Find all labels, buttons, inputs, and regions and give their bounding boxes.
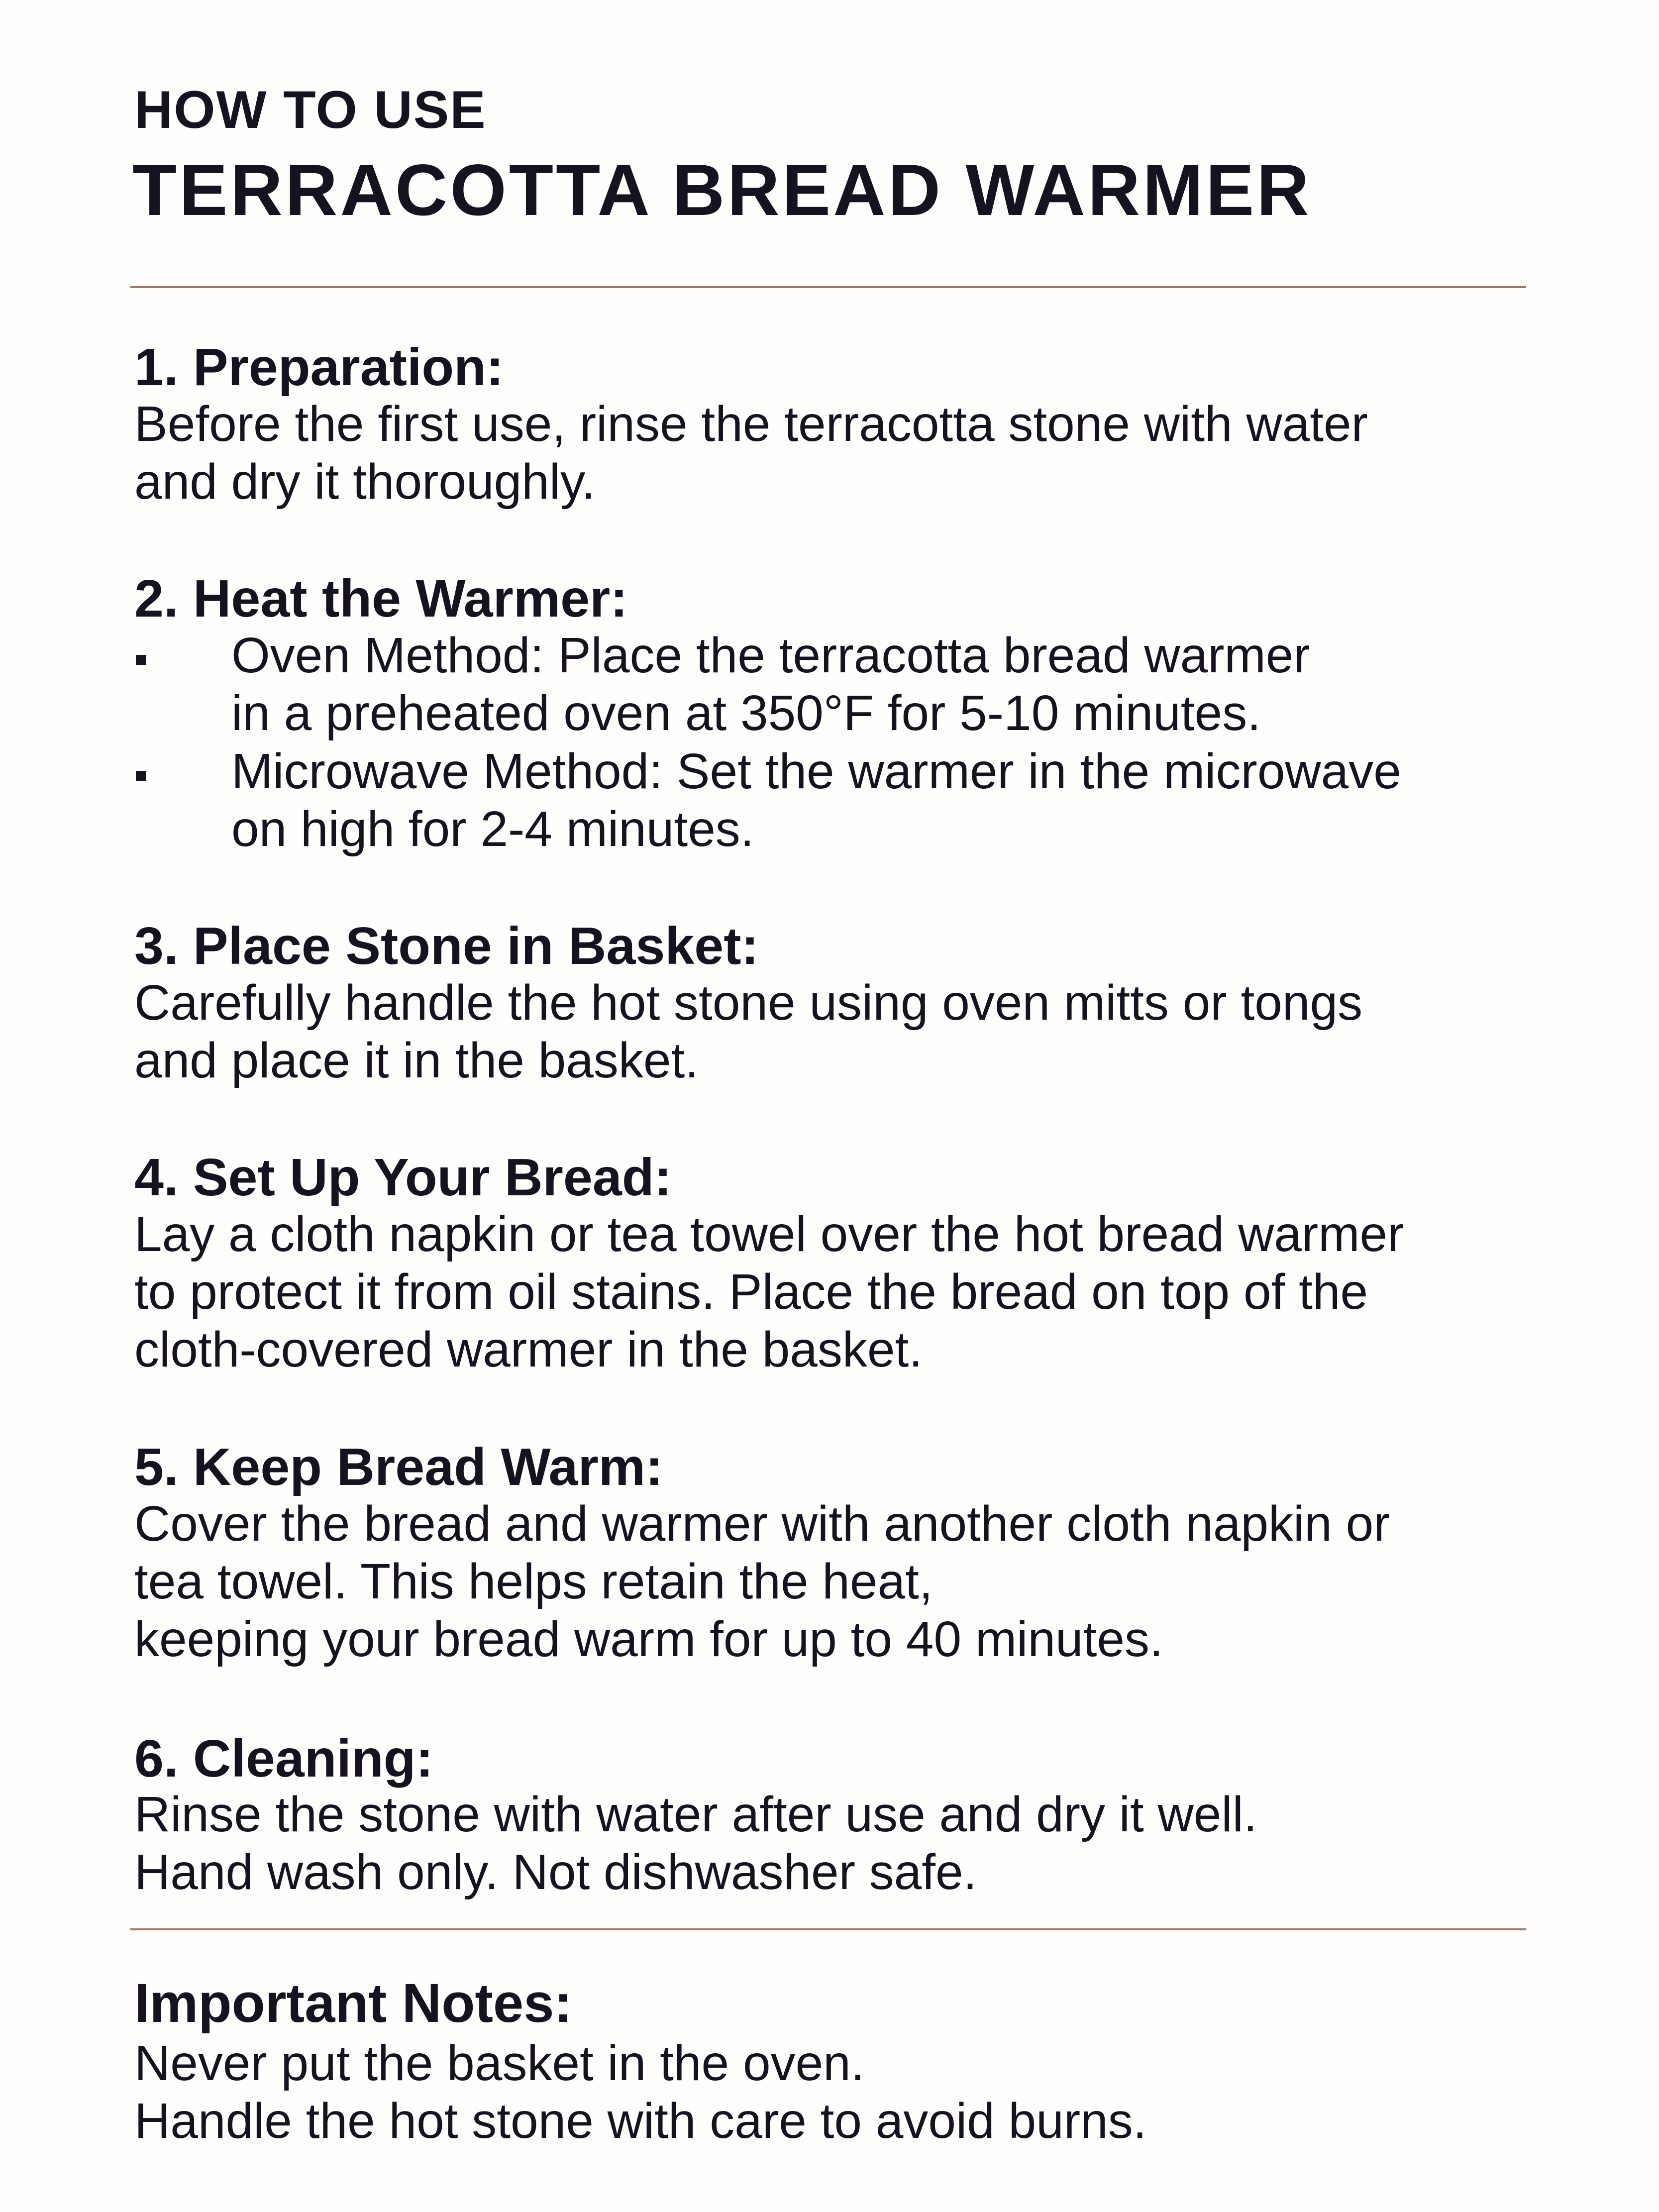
divider-top [130, 286, 1526, 288]
section-line: cloth-covered warmer in the basket. [134, 1322, 923, 1377]
section-line: and dry it thoroughly. [134, 454, 596, 510]
section-4-heading: 4. Set Up Your Bread: [134, 1148, 672, 1207]
section-2-heading: 2. Heat the Warmer: [134, 569, 628, 628]
notes-line: Never put the basket in the oven. [134, 2035, 865, 2091]
bullet-square-icon [136, 771, 146, 781]
section-3-heading: 3. Place Stone in Basket: [134, 917, 759, 975]
section-line: keeping your bread warm for up to 40 minutes. [134, 1611, 1163, 1667]
section-3-body [134, 974, 1362, 1089]
page-title: TERRACOTTA BREAD WARMER [132, 149, 1312, 230]
section-line: to protect it from oil stains. Place the bread on top of the [134, 1264, 1368, 1320]
section-1-heading: 1. Preparation: [134, 338, 504, 397]
notes-line: Handle the hot stone with care to avoid burns. [134, 2093, 1147, 2149]
bullet-square-icon [136, 655, 146, 665]
section-line: Hand wash only. Not dishwasher safe. [134, 1844, 977, 1900]
kicker: HOW TO USE [134, 80, 487, 139]
bullet-line: on high for 2-4 minutes. [231, 801, 754, 857]
section-6-heading: 6. Cleaning: [134, 1729, 433, 1788]
bullet-line: Oven Method: Place the terracotta bread warmer [231, 628, 1310, 683]
important-notes-heading: Important Notes: [134, 1973, 572, 2034]
section-4-body [134, 1205, 1404, 1378]
section-line: Before the first use, rinse the terracotta stone with water [134, 396, 1368, 452]
section-line: and place it in the basket. [134, 1033, 699, 1088]
section-line: Lay a cloth napkin or tea towel over the hot bread warmer [134, 1206, 1404, 1262]
bullet-line: in a preheated oven at 350°F for 5-10 minutes. [231, 685, 1261, 741]
bullet-item [134, 627, 1310, 742]
divider-bottom [130, 1928, 1526, 1930]
section-5-body [134, 1495, 1390, 1668]
important-notes-body [134, 2034, 1147, 2150]
section-1-body [134, 395, 1368, 511]
section-line: Carefully handle the hot stone using oven mitts or tongs [134, 975, 1363, 1031]
section-line: Rinse the stone with water after use and dry it well. [134, 1787, 1257, 1842]
bullet-item [134, 742, 1401, 858]
section-6-body [134, 1786, 1257, 1901]
section-line: tea towel. This helps retain the heat, [134, 1554, 933, 1609]
section-line: Cover the bread and warmer with another cloth napkin or [134, 1496, 1390, 1552]
section-5-heading: 5. Keep Bread Warm: [134, 1438, 663, 1496]
bullet-line: Microwave Method: Set the warmer in the microwave [231, 743, 1401, 799]
